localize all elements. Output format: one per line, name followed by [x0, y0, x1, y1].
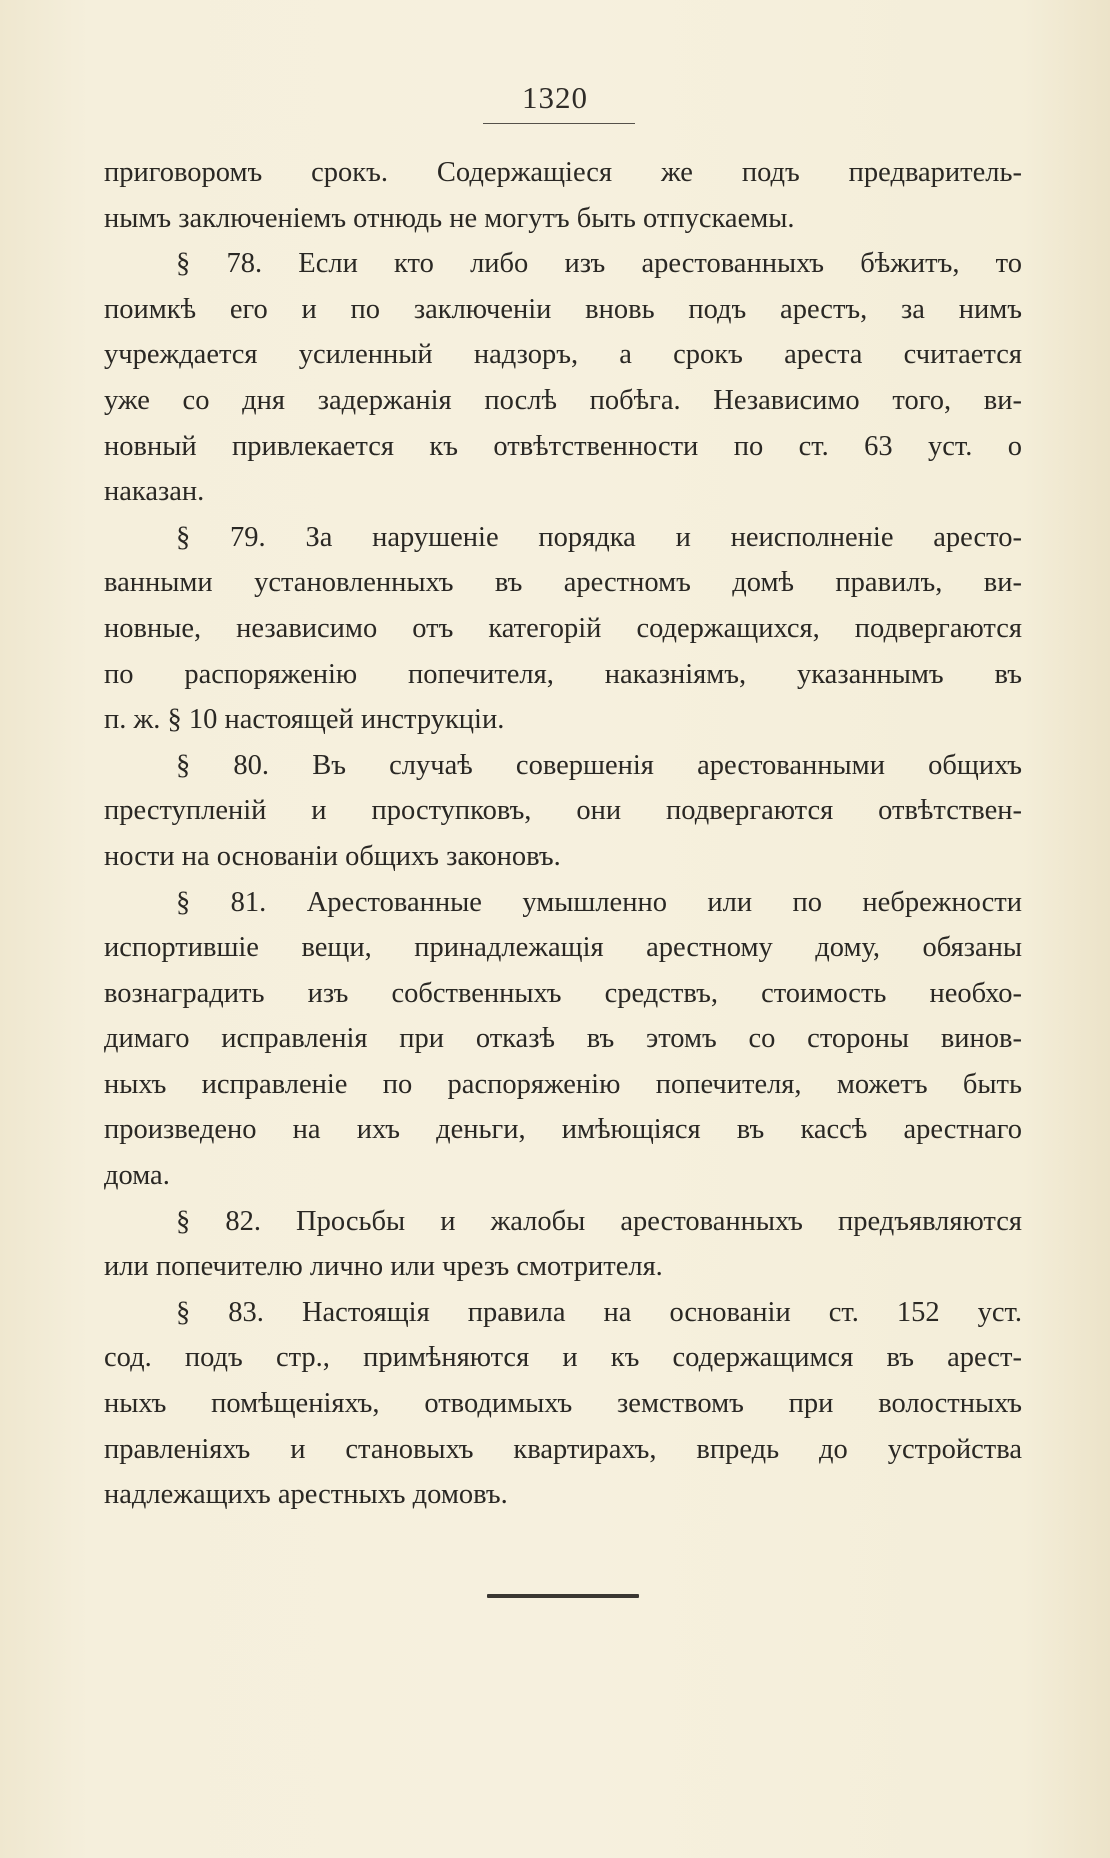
text-line: поимкѣ его и по заключеніи вновь подъ арестъ, за нимъ [104, 293, 1022, 325]
text-line: приговоромъ срокъ. Содержащіеся же подъ предваритель- [104, 157, 1022, 188]
page-number: 1320 [522, 80, 588, 115]
end-rule [487, 1594, 639, 1598]
text-line: нымъ заключеніемъ отнюдь не могутъ быть отпускаемы. [104, 202, 795, 234]
text-line: дома. [104, 1160, 170, 1192]
text-line: учреждается усиленный надзоръ, а срокъ ареста считается [104, 339, 1022, 371]
text-line: § 79. За нарушеніе порядка и неисполненіе аресто- [176, 521, 1022, 553]
text-line: правленіяхъ и становыхъ квартирахъ, впредь до устройства [104, 1433, 1022, 1465]
text-line: испортившіе вещи, принадлежащія арестному дому, обязаны [104, 932, 1022, 964]
text-line: димаго исправленія при отказѣ въ этомъ со стороны винов- [104, 1023, 1022, 1055]
paragraph-section-81 [104, 880, 1022, 1199]
paragraph-section-78 [104, 241, 1022, 515]
text-line: или попечителю лично или чрезъ смотрителя. [104, 1251, 663, 1283]
text-line: § 82. Просьбы и жалобы арестованныхъ предъявляются [176, 1205, 1022, 1237]
text-line: п. ж. § 10 настоящей инструкціи. [104, 704, 505, 736]
text-line: § 83. Настоящія правила на основаніи ст. 152 уст. [176, 1296, 1022, 1328]
text-line: по распоряженію попечителя, наказніямъ, указаннымъ въ [104, 658, 1022, 690]
paragraph-continuation [104, 150, 1022, 241]
paragraph-section-79 [104, 515, 1022, 743]
text-line: новные, независимо отъ категорій содержащихся, подвергаются [104, 612, 1022, 644]
text-line: § 78. Если кто либо изъ арестованныхъ бѣжитъ, то [176, 248, 1022, 280]
text-line: § 80. Въ случаѣ совершенія арестованными общихъ [176, 749, 1022, 781]
text-line: вознаградить изъ собственныхъ средствъ, стоимость необхо- [104, 977, 1022, 1009]
text-line: § 81. Арестованные умышленно или по небрежности [176, 886, 1022, 918]
text-line: ности на основаніи общихъ законовъ. [104, 840, 561, 872]
text-line: сод. подъ стр., примѣняются и къ содержащимся въ арест- [104, 1342, 1022, 1374]
text-line: уже со дня задержанія послѣ побѣга. Независимо того, ви- [104, 384, 1022, 416]
body-text [104, 150, 1022, 1518]
header-rule [483, 123, 635, 124]
paragraph-section-80 [104, 743, 1022, 880]
text-line: надлежащихъ арестныхъ домовъ. [104, 1479, 508, 1511]
paragraph-section-82 [104, 1199, 1022, 1290]
text-line: наказан. [104, 476, 205, 508]
text-line: произведено на ихъ деньги, имѣющіяся въ кассѣ арестнаго [104, 1114, 1022, 1146]
text-line: преступленій и проступковъ, они подвергаются отвѣтствен- [104, 795, 1022, 827]
text-line: новный привлекается къ отвѣтственности по ст. 63 уст. о [104, 430, 1022, 462]
text-line: ныхъ исправленіе по распоряженію попечителя, можетъ быть [104, 1068, 1022, 1100]
text-line: ныхъ помѣщеніяхъ, отводимыхъ земствомъ при волостныхъ [104, 1388, 1022, 1420]
text-line: ванными установленныхъ въ арестномъ домѣ правилъ, ви- [104, 567, 1022, 599]
paragraph-section-83 [104, 1290, 1022, 1518]
